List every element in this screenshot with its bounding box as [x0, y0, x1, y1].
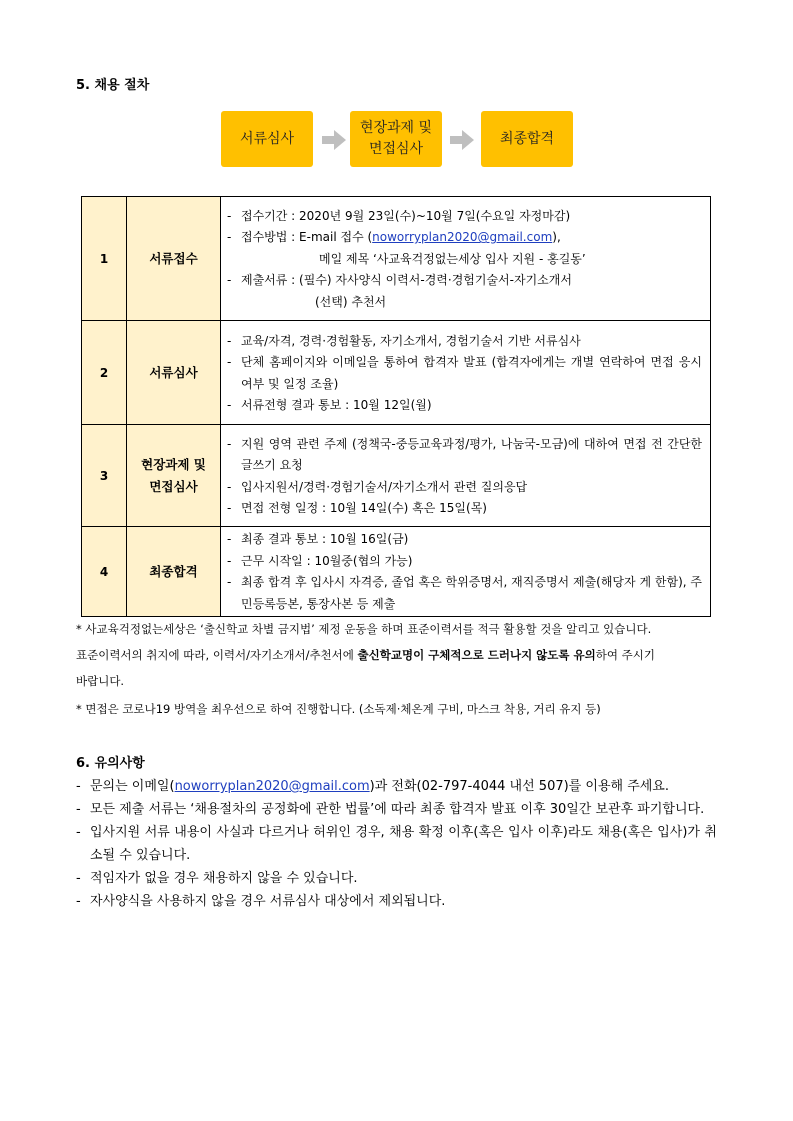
- row-number: 1: [82, 197, 127, 321]
- desc-line: 최종 합격 후 입사시 자격증, 졸업 혹은 학위증명서, 재직증명서 제출(해당자 게 한함), 주민등록등본, 통장사본 등 제출: [241, 575, 702, 611]
- section-6-title: 6. 유의사항: [76, 756, 145, 771]
- desc-line: 근무 시작일 : 10월중(협의 가능): [241, 553, 413, 568]
- list-item: - 입사지원 서류 내용이 사실과 다르거나 허위인 경우, 채용 확정 이후(혹은 입사 이후)라도 채용(혹은 입사)가 취소될 수 있습니다.: [76, 825, 717, 863]
- table-row: [82, 197, 711, 321]
- table-row: [82, 425, 711, 527]
- desc-line: 서류전형 결과 통보 : 10월 12일(월): [241, 398, 432, 412]
- desc-line: 지원 영역 관련 주제 (정책국-중등교육과정/평가, 나눔국-모금)에 대하여 면접 전 간단한 글쓰기 요청: [241, 436, 702, 472]
- desc-line: 접수방법 : E-mail 접수 (noworryplan2020@gmail.com),: [241, 230, 561, 245]
- desc-line: 접수기간 : 2020년 9월 23일(수)~10월 7일(수요일 자정마감): [241, 208, 571, 223]
- desc-line-cont: 메일 제목 ‘사교육걱정없는세상 입사 지원 - 홍길동’: [319, 251, 586, 266]
- flow-step-label: 현장과제 및: [359, 120, 433, 136]
- flow-step-label: 면접심사: [368, 141, 424, 157]
- note-line: 표준이력서의 취지에 따라, 이력서/자기소개서/추천서에 출신학교명이 구체적으로 드러나지 않도록 유의하여 주시기: [76, 648, 655, 662]
- right-arrow-icon: [450, 130, 474, 150]
- flow-step-label: 서류심사: [239, 130, 295, 147]
- desc-line: 제출서류 : (필수) 자사양식 이력서-경력·경험기술서-자기소개서: [241, 273, 572, 288]
- list-item: - 모든 제출 서류는 ‘채용절차의 공정화에 관한 법률’에 따라 최종 합격자 발표 이후 30일간 보관후 파기합니다.: [76, 802, 705, 817]
- flow-step-final-pass: [481, 111, 573, 167]
- email-link[interactable]: noworryplan2020@gmail.com: [174, 779, 370, 794]
- desc-line: 최종 결과 통보 : 10월 16일(금): [241, 532, 409, 546]
- caution-list: [76, 775, 717, 913]
- table-row: [82, 527, 711, 617]
- row-number: 2: [82, 321, 127, 425]
- row-description: - 접수기간 : 2020년 9월 23일(수)~10월 7일(수요일 자정마감) - 접수방법 : E-mail 접수 (noworryplan2020@gmail.com), 메일 제목 ‘사교육걱정없는세상 입사 지원 - 홍길동’ - 제출서류 : (필수) 자사양식 이력서-경력·경험기술서-자기소개서 (선택) 추천서: [221, 197, 711, 321]
- right-arrow-icon: [322, 130, 346, 150]
- desc-line: 입사지원서/경력·경험기술서/자기소개서 관련 질의응답: [241, 479, 528, 494]
- table-row: [82, 321, 711, 425]
- desc-line: 단체 홈페이지와 이메일을 통하여 합격자 발표 (합격자에게는 개별 연락하여 면접 응시 여부 및 일정 조율): [241, 355, 702, 391]
- row-number: 3: [82, 425, 127, 527]
- row-number: 4: [82, 527, 127, 617]
- desc-line: 면접 전형 일정 : 10월 14일(수) 혹은 15일(목): [241, 501, 487, 515]
- note-line: * 사교육걱정없는세상은 ‘출신학교 차별 금지법’ 제정 운동을 하며 표준이력서를 적극 활용할 것을 알리고 있습니다.: [76, 622, 652, 636]
- desc-line-cont: (선택) 추천서: [315, 294, 387, 309]
- row-step-name: 최종합격: [127, 527, 221, 617]
- row-step-name: 서류접수: [127, 197, 221, 321]
- section-5-title: 5. 채용 절차: [76, 78, 150, 93]
- flow-step-document-review: [221, 111, 313, 167]
- flow-step-task-interview: [350, 111, 442, 167]
- desc-line: 교육/자격, 경력·경험활동, 자기소개서, 경험기술서 기반 서류심사: [241, 333, 581, 348]
- row-step-name: 서류심사: [127, 321, 221, 425]
- email-link[interactable]: noworryplan2020@gmail.com: [372, 230, 553, 245]
- note-line: 바랍니다.: [76, 674, 125, 688]
- note-line: * 면접은 코로나19 방역을 최우선으로 하여 진행합니다. (소독제·체온계 구비, 마스크 착용, 거리 유지 등): [76, 702, 601, 716]
- list-item: - 자사양식을 사용하지 않을 경우 서류심사 대상에서 제외됩니다.: [76, 894, 446, 909]
- row-description: - 지원 영역 관련 주제 (정책국-중등교육과정/평가, 나눔국-모금)에 대하여 면접 전 간단한 글쓰기 요청 - 입사지원서/경력·경험기술서/자기소개서 관련 질의응답 - 면접 전형 일정 : 10월 14일(수) 혹은 15일(목): [221, 425, 711, 527]
- row-description: - 교육/자격, 경력·경험활동, 자기소개서, 경험기술서 기반 서류심사 - 단체 홈페이지와 이메일을 통하여 합격자 발표 (합격자에게는 개별 연락하여 면접 응시 여부 및 일정 조율) - 서류전형 결과 통보 : 10월 12일(월): [221, 321, 711, 425]
- process-table: [81, 196, 711, 617]
- notes-block: [76, 616, 721, 722]
- list-item: - 문의는 이메일(noworryplan2020@gmail.com)과 전화(02-797-4044 내선 507)를 이용해 주세요.: [76, 779, 669, 794]
- list-item: - 적임자가 없을 경우 채용하지 않을 수 있습니다.: [76, 871, 358, 886]
- row-description: - 최종 결과 통보 : 10월 16일(금) - 근무 시작일 : 10월중(협의 가능) - 최종 합격 후 입사시 자격증, 졸업 혹은 학위증명서, 재직증명서 제출(해당자 게 한함), 주민등록등본, 통장사본 등 제출: [221, 527, 711, 617]
- flow-step-label: 최종합격: [499, 130, 555, 147]
- row-step-name: 현장과제 및 면접심사: [127, 425, 221, 527]
